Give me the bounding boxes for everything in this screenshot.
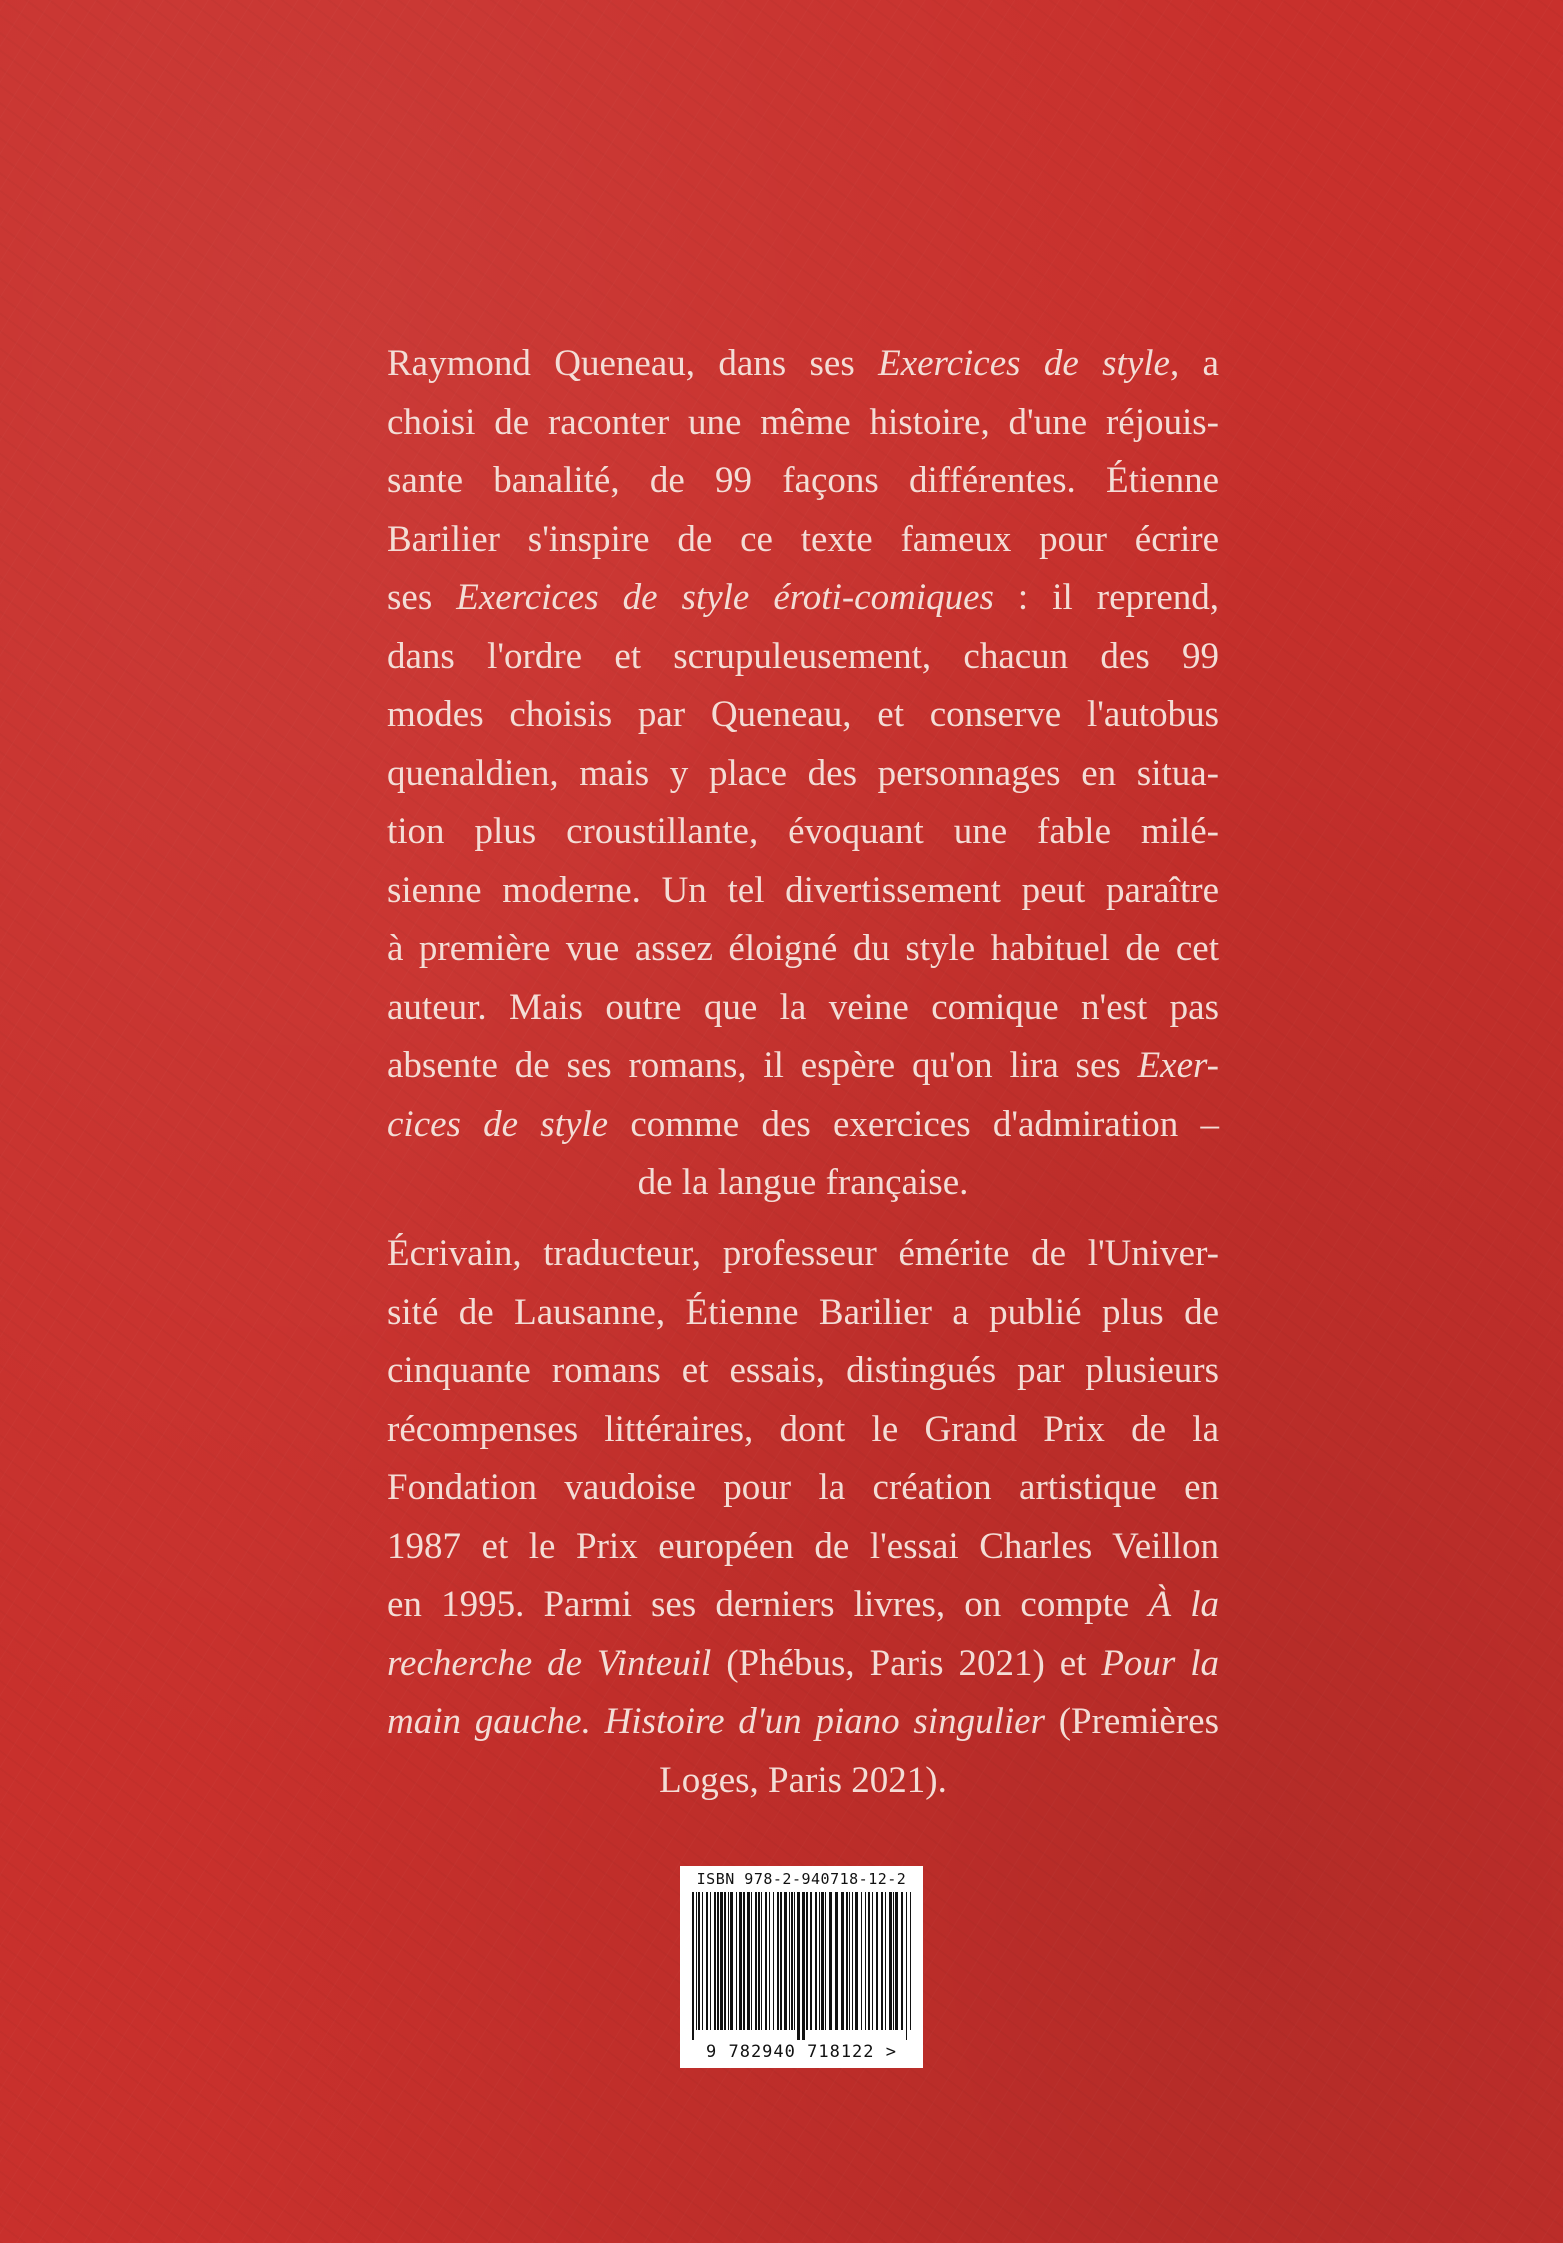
barcode-bar: [717, 1892, 719, 2030]
barcode-bar: [893, 1892, 894, 2030]
barcode-bar: [784, 1892, 787, 2030]
barcode-bar: [821, 1892, 824, 2030]
barcode-bar: [789, 1892, 790, 2030]
text-line: quenaldien, mais y place des personnages en situa-: [387, 752, 1219, 794]
text-line: modes choisis par Queneau, et conserve l'autobus: [387, 694, 1219, 735]
barcode-bar: [751, 1892, 752, 2030]
text-line: absente de ses romans, il espère qu'on lira ses Exer-: [387, 1045, 1219, 1086]
text-line: cinquante romans et essais, distingués par plusieurs: [387, 1350, 1219, 1391]
text-line: en 1995. Parmi ses derniers livres, on compte À la: [387, 1584, 1219, 1625]
text-line: choisi de raconter une même histoire, d'une réjouis-: [387, 401, 1219, 443]
barcode-bar: [872, 1892, 873, 2030]
barcode-bar: [728, 1892, 729, 2030]
barcode-bar: [855, 1892, 858, 2030]
barcode-bar: [755, 1892, 757, 2030]
text-line: tion plus croustillante, évoquant une fable milé-: [387, 811, 1219, 852]
text-line: à première vue assez éloigné du style habituel de cet: [387, 928, 1219, 969]
barcode-bar: [777, 1892, 779, 2030]
barcode-bar: [810, 1892, 812, 2030]
barcode-bar: [802, 1892, 805, 2040]
barcode-bar: [773, 1892, 774, 2030]
barcode-bar: [714, 1892, 716, 2030]
barcode-bar: [761, 1892, 762, 2030]
author-bio-paragraph: [387, 1225, 1219, 1810]
barcode-bar: [736, 1892, 737, 2030]
text-line: sante banalité, de 99 façons différentes. Étienne: [387, 460, 1219, 501]
barcode-bar: [797, 1892, 800, 2040]
barcode-bar: [758, 1892, 760, 2030]
barcode-bar: [769, 1892, 770, 2030]
isbn-barcode: [680, 1866, 923, 2068]
barcode-bar: [901, 1892, 903, 2030]
barcode-bar: [724, 1892, 726, 2030]
barcode-bar: [841, 1892, 844, 2030]
barcode-bar: [706, 1892, 708, 2030]
barcode-bar: [825, 1892, 826, 2030]
barcode-bar: [806, 1892, 808, 2030]
barcode-bar: [846, 1892, 848, 2030]
barcode-bar: [885, 1892, 886, 2030]
barcode-bar: [765, 1892, 767, 2030]
barcode-bar: [720, 1892, 723, 2030]
barcode-bar: [730, 1892, 733, 2030]
barcode-bar: [852, 1892, 853, 2030]
barcode-bar: [698, 1892, 700, 2030]
text-line: Raymond Queneau, dans ses Exercices de style, a: [387, 343, 1219, 384]
ean-digits: 9 782940 718122 >: [706, 2042, 897, 2062]
text-line: auteur. Mais outre que la veine comique n'est pas: [387, 986, 1219, 1028]
barcode-bar: [780, 1892, 782, 2030]
barcode-bar: [696, 1892, 697, 2030]
barcode-bar: [906, 1892, 907, 2040]
barcode-bar: [702, 1892, 703, 2030]
barcode-bar: [849, 1892, 850, 2030]
text-line: cices de style comme des exercices d'admiration –: [387, 1103, 1219, 1145]
barcode-bar: [835, 1892, 838, 2030]
barcode-bar: [868, 1892, 870, 2030]
barcode-bar: [692, 1892, 694, 2040]
barcode-bar: [794, 1892, 795, 2030]
blurb-paragraph: [387, 335, 1219, 1213]
barcode-bar: [710, 1892, 711, 2030]
barcode-bar: [829, 1892, 832, 2030]
text-line: récompenses littéraires, dont le Grand Prix de la: [387, 1408, 1219, 1450]
barcode-bar: [815, 1892, 817, 2030]
barcode-bar: [889, 1892, 892, 2030]
barcode-bar: [876, 1892, 878, 2030]
text-line: recherche de Vinteuil (Phébus, Paris 2021) et Pour la: [387, 1642, 1219, 1684]
barcode-bar: [791, 1892, 793, 2030]
text-line: dans l'ordre et scrupuleusement, chacun des 99: [387, 635, 1219, 677]
barcode-bar: [865, 1892, 866, 2030]
barcode-bar: [881, 1892, 883, 2030]
barcode-bar: [861, 1892, 862, 2030]
barcode-bars: [692, 1892, 911, 2040]
barcode-bar: [819, 1892, 820, 2030]
barcode-bar: [910, 1892, 911, 2030]
barcode-bar: [739, 1892, 742, 2030]
isbn-label: ISBN 978-2-940718-12-2: [696, 1870, 907, 1888]
text-line: de la langue française.: [637, 1162, 969, 1203]
barcode-bar: [895, 1892, 898, 2030]
barcode-bar: [743, 1892, 745, 2030]
text-line: Fondation vaudoise pour la création artistique en: [387, 1467, 1219, 1508]
text-line: Barilier s'inspire de ce texte fameux pour écrire: [387, 518, 1219, 560]
text-line: Loges, Paris 2021).: [659, 1759, 947, 1801]
text-line: ses Exercices de style éroti-comiques : il reprend,: [387, 577, 1219, 618]
text-line: Écrivain, traducteur, professeur émérite de l'Univer-: [387, 1233, 1219, 1274]
text-line: sité de Lausanne, Étienne Barilier a publié plus de: [387, 1291, 1219, 1333]
barcode-bar: [747, 1892, 750, 2030]
text-line: main gauche. Histoire d'un piano singulier (Premières: [387, 1701, 1219, 1742]
text-line: 1987 et le Prix européen de l'essai Charles Veillon: [387, 1525, 1219, 1567]
text-line: sienne moderne. Un tel divertissement peut paraître: [387, 869, 1219, 911]
